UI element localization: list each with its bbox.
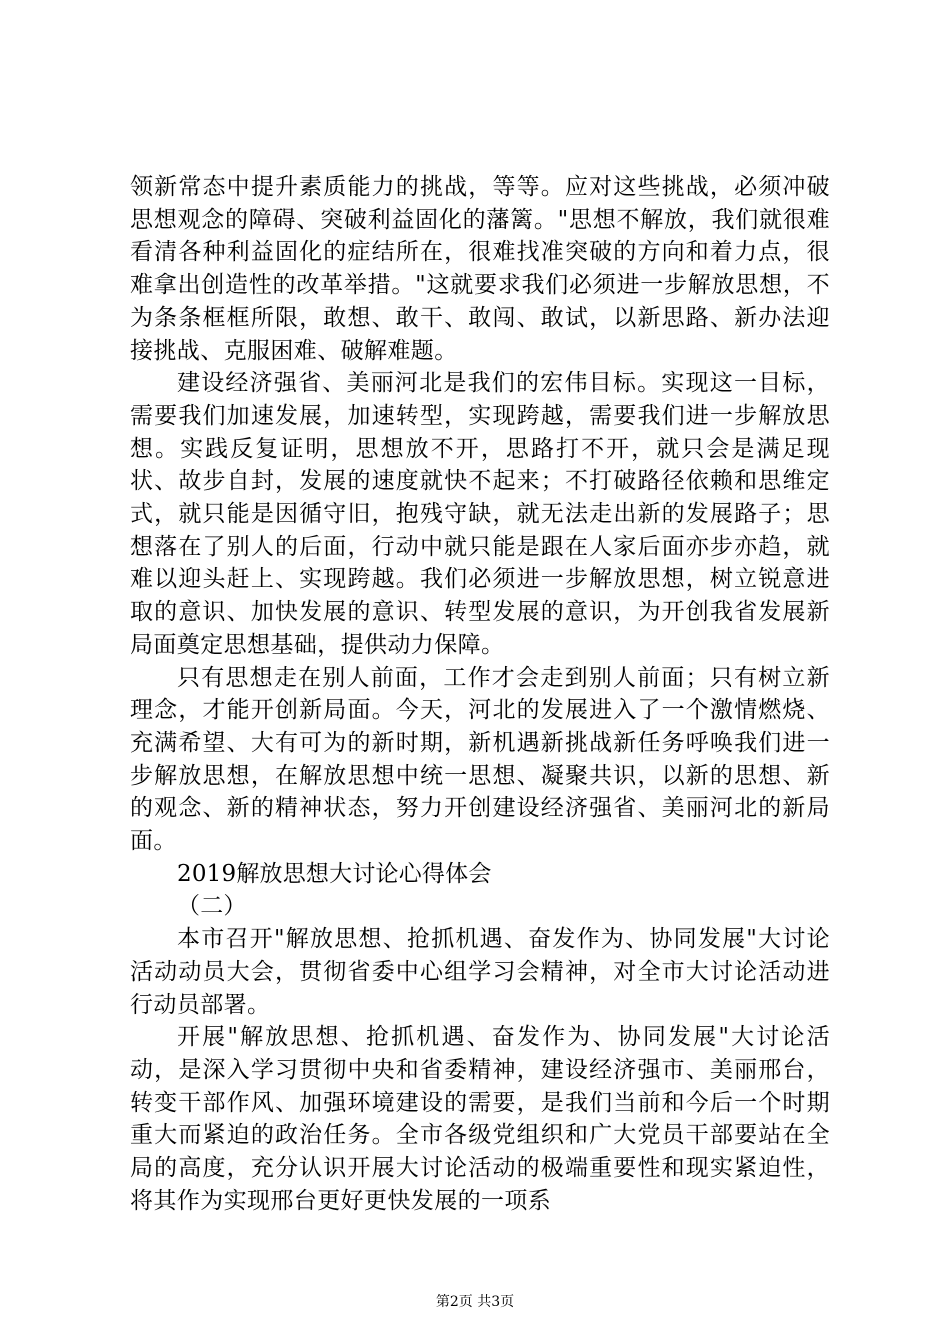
paragraph-3: 只有思想走在别人前面，工作才会走到别人前面；只有树立新理念，才能开创新局面。今天，河北的发展进入了一个激情燃烧、充满希望、大有可为的新时期，新机遇新挑战新任务呼唤我们进一步解放思想，在解放思想中统一思想、凝聚共识，以新的思想、新的观念、新的精神状态，努力开创建设经济强省、美丽河北的新局面。 bbox=[130, 664, 830, 855]
document-body bbox=[130, 171, 830, 1218]
paragraph-5: 开展"解放思想、抢抓机遇、奋发作为、协同发展"大讨论活动，是深入学习贯彻中央和省委精神，建设经济强市、美丽邢台，转变干部作风、加强环境建设的需要，是我们当前和今后一个时期重大而紧迫的政治任务。全市各级党组织和广大党员干部要站在全局的高度，充分认识开展大讨论活动的极端重要性和现实紧迫性，将其作为实现邢台更好更快发展的一项系 bbox=[130, 1024, 830, 1214]
paragraph-4: 本市召开"解放思想、抢抓机遇、奋发作为、协同发展"大讨论活动动员大会，贯彻省委中心组学习会精神，对全市大讨论活动进行动员部署。 bbox=[130, 926, 830, 1018]
page-number-footer: 第2页 共3页 bbox=[435, 1294, 515, 1310]
section-number: （二） bbox=[177, 893, 247, 920]
section-title: 2019解放思想大讨论心得体会 bbox=[177, 860, 492, 887]
paragraph-1: 领新常态中提升素质能力的挑战，等等。应对这些挑战，必须冲破思想观念的障碍、突破利益固化的藩篱。"思想不解放，我们就很难看清各种利益固化的症结所在，很难找准突破的方向和着力点，很难拿出创造性的改革举措。"这就要求我们必须进一步解放思想，不为条条框框所限，敢想、敢干、敢闯、敢试，以新思路、新办法迎接挑战、克服困难、破解难题。 bbox=[130, 174, 830, 364]
paragraph-2: 建设经济强省、美丽河北是我们的宏伟目标。实现这一目标，需要我们加速发展，加速转型，实现跨越，需要我们进一步解放思想。实践反复证明，思想放不开，思路打不开，就只会是满足现状、故步自封，发展的速度就快不起来；不打破路径依赖和思维定式，就只能是因循守旧，抱残守缺，就无法走出新的发展路子；思想落在了别人的后面，行动中就只能是跟在人家后面亦步亦趋，就难以迎头赶上、实现跨越。我们必须进一步解放思想，树立锐意进取的意识、加快发展的意识、转型发展的意识，为开创我省发展新局面奠定思想基础，提供动力保障。 bbox=[130, 370, 830, 658]
